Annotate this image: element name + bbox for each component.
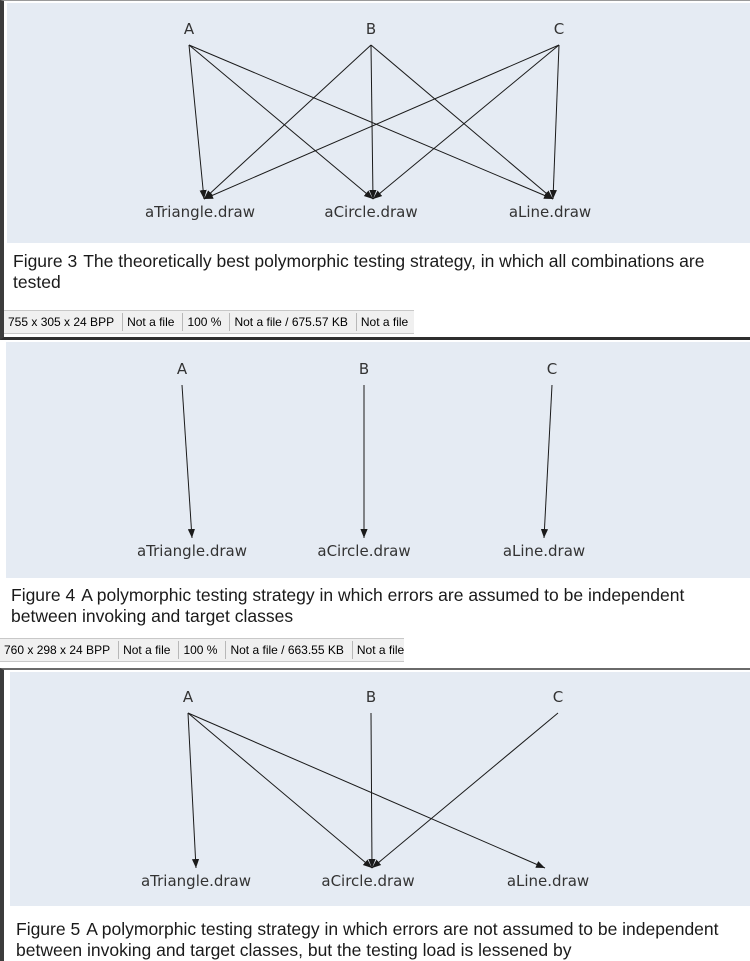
image-viewer-window-2 <box>0 340 750 668</box>
node-a-line-draw: aLine.draw <box>506 872 590 890</box>
figure-3-number: Figure 3 <box>13 251 78 271</box>
image-viewer-window-1 <box>0 0 750 340</box>
status-file: Not a file <box>123 313 183 331</box>
figure-3-caption-text: The theoretically best polymorphic testing strategy, in which all combinations are tested <box>13 251 705 292</box>
figure-4-diagram <box>6 342 750 578</box>
status-extra: Not a file <box>356 643 404 657</box>
node-c: C <box>552 688 564 706</box>
edge-a-to-a-triangle-draw <box>188 713 196 868</box>
status-zoom: 100 % <box>183 313 230 331</box>
node-b: B <box>365 688 377 706</box>
node-b: B <box>358 360 370 378</box>
edge-c-to-a-line-draw <box>553 45 559 199</box>
edge-b-to-a-line-draw <box>371 45 553 199</box>
figure-5-svg <box>10 672 750 906</box>
node-a-circle-draw: aCircle.draw <box>321 872 415 890</box>
node-a-line-draw: aLine.draw <box>508 203 592 221</box>
status-size: Not a file / 663.55 KB <box>226 641 352 659</box>
figure-5-number: Figure 5 <box>16 919 81 939</box>
node-c: C <box>553 20 565 38</box>
figure-4-svg <box>6 342 750 578</box>
node-a-triangle-draw: aTriangle.draw <box>140 872 252 890</box>
edge-c-to-a-circle-draw <box>372 713 558 868</box>
node-a: A <box>183 20 195 38</box>
status-dimensions: 755 x 305 x 24 BPP <box>4 313 123 331</box>
edge-a-to-a-line-draw <box>188 713 545 868</box>
figure-4-caption-text: A polymorphic testing strategy in which errors are assumed to be independent between invoking and target classes <box>11 585 685 626</box>
node-b: B <box>365 20 377 38</box>
figure-5-diagram <box>10 672 750 906</box>
figure-5-caption <box>16 919 746 961</box>
edge-c-to-a-line-draw <box>544 385 552 538</box>
node-a: A <box>176 360 188 378</box>
figure-4-caption <box>11 585 747 627</box>
status-zoom: 100 % <box>179 641 226 659</box>
figure-3-caption <box>13 251 743 293</box>
figure-3-svg <box>7 3 750 243</box>
edge-a-to-a-triangle-draw <box>182 385 192 538</box>
statusbar-2 <box>0 638 404 662</box>
status-size: Not a file / 675.57 KB <box>230 313 356 331</box>
edge-a-to-a-triangle-draw <box>189 45 204 199</box>
statusbar-1 <box>4 310 414 334</box>
node-c: C <box>546 360 558 378</box>
status-dimensions: 760 x 298 x 24 BPP <box>0 641 119 659</box>
figure-3-diagram <box>7 3 750 243</box>
edge-a-to-a-circle-draw <box>188 713 372 868</box>
figure-5-caption-text: A polymorphic testing strategy in which errors are not assumed to be independent between invoking and target classes, but the testing load is lessened by <box>16 919 719 960</box>
edge-c-to-a-triangle-draw <box>204 45 559 199</box>
node-a-line-draw: aLine.draw <box>502 542 586 560</box>
node-a-triangle-draw: aTriangle.draw <box>144 203 256 221</box>
edge-c-to-a-circle-draw <box>373 45 559 199</box>
node-a: A <box>182 688 194 706</box>
status-file: Not a file <box>119 641 179 659</box>
edge-b-to-a-circle-draw <box>371 713 372 868</box>
status-extra: Not a file <box>360 315 409 329</box>
image-viewer-window-3 <box>0 668 750 961</box>
node-a-circle-draw: aCircle.draw <box>317 542 411 560</box>
node-a-circle-draw: aCircle.draw <box>324 203 418 221</box>
figure-4-number: Figure 4 <box>11 585 76 605</box>
node-a-triangle-draw: aTriangle.draw <box>136 542 248 560</box>
